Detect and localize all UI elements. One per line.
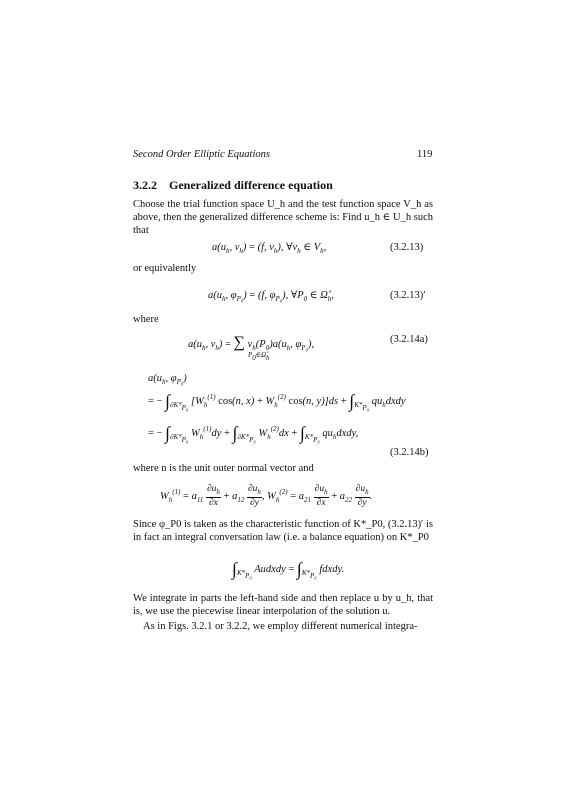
paragraph-where: where xyxy=(133,314,159,325)
equation-3-2-14b-line2: = − $\int_{\partial K*P_0}$ [$W_h^{(1)}$ cos(n, $x) + W_h^{(2)}$ cos(n, $y)]ds + \int_{K*P_0}$ $qu_hdxdy$ xyxy=(148,391,406,412)
running-header-title: Second Order Elliptic Equations xyxy=(133,149,270,160)
equation-label: (3.2.13) xyxy=(390,242,424,253)
equation-3-2-13: $a(u_h$, $v_h) = (f$, $v_h$), $\forall v_h$ ∈ $V_h$, xyxy=(212,242,327,255)
equation-3-2-14b-line1: $a(u_h$, $\varphi_{P_0}$) xyxy=(148,373,187,386)
equation-label: (3.2.14b) xyxy=(390,447,429,458)
equation-3-2-14b-line3: = − $\int_{\partial K*P_0}$ $W_h^{(1)}dy + \int_{\partial K*P_0}$ $W_h^{(2)}dx + \int_{K*P_0}$ $qu_hdxdy$, xyxy=(148,423,359,444)
equation-3-2-14a: $a(u_h$, $v_h$) = ∑ $v_h(P_0)a(u_h$, $\varphi_{P_0}$), xyxy=(188,334,315,352)
paragraph-characteristic: Since φ_P0 is taken as the characteristic function of K*_P0, (3.2.13)′ is in fact an integral conversation law (i.e. a balance equation) on K*_P0 xyxy=(133,519,433,544)
equation-conservation-law: $\int_{K*P_0}$ Audxdy = $\int_{K*P_0}$ fdxdy. xyxy=(232,559,345,580)
section-number: 3.2.2 xyxy=(133,178,157,192)
section-heading xyxy=(133,178,333,193)
paragraph-intro: Choose the trial function space U_h and the test function space V_h as above, then the generalized difference scheme is: Find u_h ∈ U_h such that xyxy=(133,199,433,237)
equation-sum-index: P0∈Ω̊h xyxy=(248,351,270,362)
equation-label: (3.2.13)′ xyxy=(390,290,426,301)
paragraph-integrate: We integrate in parts the left-hand side and then replace u by u_h, that is, we use the piecewise linear interpolation of the solution u. xyxy=(133,593,433,618)
paragraph-normal-vector: where n is the unit outer normal vector and xyxy=(133,463,314,474)
paragraph-numerical: As in Figs. 3.2.1 or 3.2.2, we employ different numerical integra- xyxy=(143,621,418,632)
section-title: Generalized difference equation xyxy=(169,178,333,192)
equation-w-definitions: $W_h^{(1)} = a_{11}$ $\frac{\partial u_h}{\partial x}$ + $a_{12}$ $\frac{\partial u_h}{\partial y}$ , $W_h^{(2)} = a_{21}$ $\frac{\partial u_h}{\partial x}$ + $a_{22}$ $\frac{\partial u_h}{\partial y}$ . xyxy=(160,484,373,508)
page-number: 119 xyxy=(417,149,433,160)
equation-label: (3.2.14a) xyxy=(390,334,428,345)
paragraph-equivalently: or equivalently xyxy=(133,263,197,274)
equation-3-2-13-prime: $a(u_h$, $\varphi_{P_0}) = (f$, $\varphi_{P_0}$), $\forall P_0$ ∈ $\Omegå_h$, xyxy=(208,290,334,303)
